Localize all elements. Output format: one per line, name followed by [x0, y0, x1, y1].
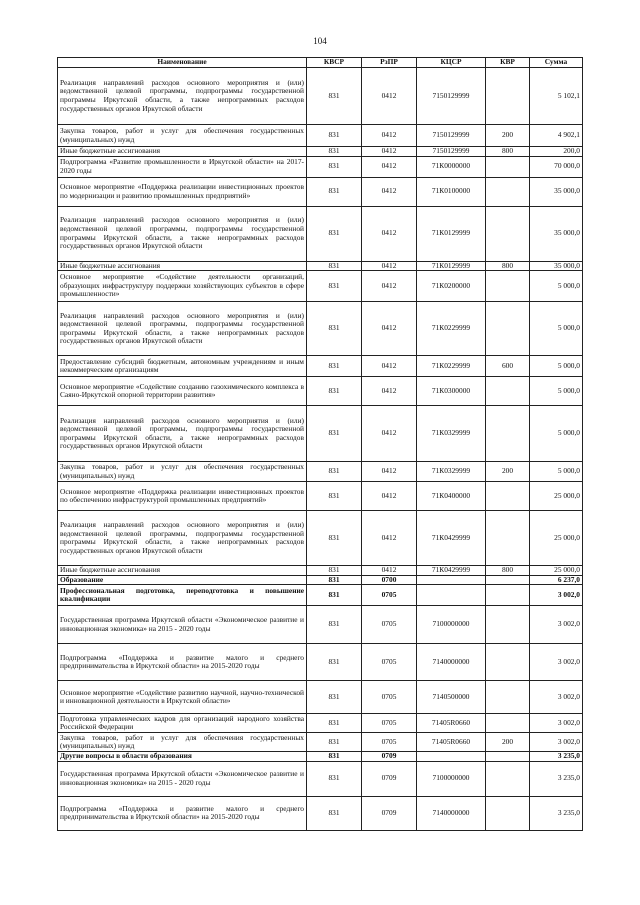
table-row [58, 206, 583, 261]
cell-rzpr: 0412 [362, 206, 417, 261]
cell-kcsr: 71К0429999 [417, 566, 486, 576]
cell-kvsr: 831 [307, 511, 362, 566]
cell-sum: 5 000,0 [530, 406, 583, 462]
cell-kcsr: 71К0300000 [417, 377, 486, 406]
cell-kvr: 800 [486, 566, 530, 576]
cell-rzpr: 0705 [362, 585, 417, 606]
table-row [58, 177, 583, 206]
cell-rzpr: 0412 [362, 482, 417, 511]
cell-sum: 3 002,0 [530, 714, 583, 733]
cell-kcsr: 7150129999 [417, 68, 486, 125]
cell-kcsr: 7140000000 [417, 644, 486, 681]
page-number: 104 [313, 36, 327, 46]
cell-kcsr: 71К0229999 [417, 302, 486, 356]
cell-rzpr: 0412 [362, 125, 417, 147]
cell-name: Предоставление субсидий бюджетным, автономным учреждениям и иным некоммерческим организациям [58, 356, 307, 377]
cell-kcsr: 7100000000 [417, 761, 486, 796]
cell-sum: 4 902,1 [530, 125, 583, 147]
cell-name: Другие вопросы в области образования [58, 752, 307, 762]
table-row [58, 681, 583, 714]
cell-name: Реализация направлений расходов основного мероприятия и (или) ведомственной целевой программы, подпрограммы государственной программы Иркутской области, а также непрограммных расходов государственных органов Иркутской области [58, 406, 307, 462]
cell-kcsr: 71К0200000 [417, 271, 486, 302]
cell-sum: 3 002,0 [530, 681, 583, 714]
cell-rzpr: 0705 [362, 733, 417, 752]
cell-kvsr: 831 [307, 261, 362, 271]
cell-kcsr: 71К0400000 [417, 482, 486, 511]
cell-rzpr: 0709 [362, 796, 417, 830]
cell-kcsr: 7150129999 [417, 147, 486, 157]
cell-kvr [486, 406, 530, 462]
cell-sum: 5 000,0 [530, 377, 583, 406]
cell-name: Подпрограмма «Поддержка и развитие малого и среднего предпринимательства в Иркутской области» на 2015-2020 годы [58, 796, 307, 830]
cell-kcsr: 7140000000 [417, 796, 486, 830]
cell-kcsr [417, 575, 486, 585]
cell-kcsr: 71К0229999 [417, 356, 486, 377]
cell-kvr: 200 [486, 125, 530, 147]
cell-sum: 25 000,0 [530, 511, 583, 566]
table-row [58, 714, 583, 733]
table-row [58, 462, 583, 482]
cell-name: Основное мероприятие «Поддержка реализации инвестиционных проектов по обеспечению инфраструктурой промышленных предприятий» [58, 482, 307, 511]
cell-kvsr: 831 [307, 377, 362, 406]
cell-kvr: 800 [486, 261, 530, 271]
cell-kcsr: 71К0429999 [417, 511, 486, 566]
cell-name: Закупка товаров, работ и услуг для обеспечения государственных (муниципальных) нужд [58, 733, 307, 752]
cell-kvsr: 831 [307, 462, 362, 482]
cell-kvr [486, 377, 530, 406]
cell-name: Профессиональная подготовка, переподготовка и повышение квалификации [58, 585, 307, 606]
cell-name: Основное мероприятие «Содействие деятельности организаций, образующих инфраструктуру поддержки хозяйствующих субъектов в сфере промышленности» [58, 271, 307, 302]
cell-sum: 5 000,0 [530, 271, 583, 302]
cell-kvsr: 831 [307, 606, 362, 644]
cell-name: Государственная программа Иркутской области «Экономическое развитие и инновационная экономика» на 2015 - 2020 годы [58, 606, 307, 644]
cell-sum: 5 102,1 [530, 68, 583, 125]
cell-rzpr: 0709 [362, 752, 417, 762]
cell-sum: 5 000,0 [530, 462, 583, 482]
cell-rzpr: 0412 [362, 511, 417, 566]
table-row [58, 482, 583, 511]
cell-sum: 200,0 [530, 147, 583, 157]
cell-rzpr: 0412 [362, 302, 417, 356]
cell-rzpr: 0700 [362, 575, 417, 585]
cell-kvsr: 831 [307, 406, 362, 462]
cell-name: Образование [58, 575, 307, 585]
cell-rzpr: 0412 [362, 406, 417, 462]
cell-kvr [486, 761, 530, 796]
table-row [58, 606, 583, 644]
header-kvsr: КВСР [307, 58, 362, 68]
table-row [58, 566, 583, 576]
cell-kcsr: 71405R0660 [417, 733, 486, 752]
cell-kvsr: 831 [307, 177, 362, 206]
cell-sum: 25 000,0 [530, 482, 583, 511]
cell-rzpr: 0412 [362, 156, 417, 177]
cell-sum: 3 235,0 [530, 761, 583, 796]
cell-kvsr: 831 [307, 575, 362, 585]
cell-kvsr: 831 [307, 681, 362, 714]
cell-rzpr: 0412 [362, 377, 417, 406]
cell-kvr [486, 206, 530, 261]
cell-sum: 35 000,0 [530, 261, 583, 271]
cell-rzpr: 0705 [362, 681, 417, 714]
cell-kcsr: 71К0129999 [417, 261, 486, 271]
cell-kvsr: 831 [307, 147, 362, 157]
cell-kvsr: 831 [307, 356, 362, 377]
cell-kvr [486, 606, 530, 644]
table-row [58, 261, 583, 271]
header-kvr: КВР [486, 58, 530, 68]
cell-sum: 3 235,0 [530, 752, 583, 762]
cell-kvr [486, 156, 530, 177]
table-row [58, 302, 583, 356]
table-row [58, 761, 583, 796]
cell-kcsr: 71К0129999 [417, 206, 486, 261]
cell-name: Реализация направлений расходов основного мероприятия и (или) ведомственной целевой программы, подпрограммы государственной программы Иркутской области, а также непрограммных расходов государственных органов Иркутской области [58, 68, 307, 125]
cell-name: Основное мероприятие «Поддержка реализации инвестиционных проектов по модернизации и развитию промышленных предприятий» [58, 177, 307, 206]
table-row [58, 406, 583, 462]
cell-kvr: 200 [486, 462, 530, 482]
cell-name: Закупка товаров, работ и услуг для обеспечения государственных (муниципальных) нужд [58, 462, 307, 482]
table-row [58, 68, 583, 125]
cell-kcsr: 7140500000 [417, 681, 486, 714]
cell-kcsr: 7100000000 [417, 606, 486, 644]
cell-name: Реализация направлений расходов основного мероприятия и (или) ведомственной целевой программы, подпрограммы государственной программы Иркутской области, а также непрограммных расходов государственных органов Иркутской области [58, 206, 307, 261]
cell-sum: 5 000,0 [530, 302, 583, 356]
cell-kvsr: 831 [307, 156, 362, 177]
table-header-row [58, 58, 583, 68]
cell-name: Подпрограмма «Поддержка и развитие малого и среднего предпринимательства в Иркутской области» на 2015-2020 годы [58, 644, 307, 681]
cell-kcsr: 71К0000000 [417, 156, 486, 177]
table-row [58, 377, 583, 406]
table-row [58, 271, 583, 302]
cell-kvsr: 831 [307, 206, 362, 261]
cell-kvsr: 831 [307, 302, 362, 356]
cell-kcsr: 71К0329999 [417, 462, 486, 482]
cell-kcsr: 71405R0660 [417, 714, 486, 733]
cell-kvr [486, 177, 530, 206]
cell-kvsr: 831 [307, 566, 362, 576]
cell-kcsr: 71К0100000 [417, 177, 486, 206]
cell-rzpr: 0709 [362, 761, 417, 796]
cell-sum: 3 002,0 [530, 644, 583, 681]
cell-kvr: 800 [486, 147, 530, 157]
cell-kvr [486, 575, 530, 585]
table-row [58, 356, 583, 377]
cell-kvr [486, 271, 530, 302]
cell-kcsr [417, 585, 486, 606]
cell-rzpr: 0412 [362, 261, 417, 271]
cell-kvsr: 831 [307, 714, 362, 733]
table-row [58, 575, 583, 585]
cell-rzpr: 0412 [362, 68, 417, 125]
cell-sum: 3 002,0 [530, 585, 583, 606]
cell-name: Подпрограмма «Развитие промышленности в Иркутской области» на 2017-2020 годы [58, 156, 307, 177]
cell-kvsr: 831 [307, 585, 362, 606]
cell-sum: 3 002,0 [530, 733, 583, 752]
cell-kcsr: 7150129999 [417, 125, 486, 147]
header-kcsr: КЦСР [417, 58, 486, 68]
cell-sum: 35 000,0 [530, 177, 583, 206]
cell-kvsr: 831 [307, 733, 362, 752]
table-body [58, 68, 583, 831]
cell-kvsr: 831 [307, 68, 362, 125]
cell-kvsr: 831 [307, 271, 362, 302]
cell-kvsr: 831 [307, 752, 362, 762]
cell-name: Реализация направлений расходов основного мероприятия и (или) ведомственной целевой программы, подпрограммы государственной программы Иркутской области, а также непрограммных расходов государственных органов Иркутской области [58, 511, 307, 566]
cell-rzpr: 0705 [362, 644, 417, 681]
cell-sum: 3 235,0 [530, 796, 583, 830]
table-row [58, 511, 583, 566]
cell-name: Иные бюджетные ассигнования [58, 566, 307, 576]
cell-rzpr: 0412 [362, 462, 417, 482]
cell-kcsr [417, 752, 486, 762]
header-rzpr: РзПР [362, 58, 417, 68]
cell-kvsr: 831 [307, 482, 362, 511]
cell-name: Государственная программа Иркутской области «Экономическое развитие и инновационная экономика» на 2015 - 2020 годы [58, 761, 307, 796]
cell-name: Иные бюджетные ассигнования [58, 261, 307, 271]
cell-sum: 35 000,0 [530, 206, 583, 261]
cell-name: Закупка товаров, работ и услуг для обеспечения государственных (муниципальных) нужд [58, 125, 307, 147]
cell-name: Основное мероприятие «Содействие созданию газохимического комплекса в Саяно-Иркутской опорной территории развития» [58, 377, 307, 406]
cell-rzpr: 0412 [362, 147, 417, 157]
cell-kvr [486, 796, 530, 830]
cell-kvr [486, 302, 530, 356]
cell-name: Подготовка управленческих кадров для организаций народного хозяйства Российской Федерации [58, 714, 307, 733]
cell-kvr: 200 [486, 733, 530, 752]
cell-rzpr: 0412 [362, 271, 417, 302]
cell-kvr [486, 511, 530, 566]
cell-rzpr: 0412 [362, 177, 417, 206]
cell-kvr [486, 644, 530, 681]
cell-kvsr: 831 [307, 644, 362, 681]
cell-name: Реализация направлений расходов основного мероприятия и (или) ведомственной целевой программы, подпрограммы государственной программы Иркутской области, а также непрограммных расходов государственных органов Иркутской области [58, 302, 307, 356]
budget-table [57, 57, 583, 831]
cell-kvr [486, 68, 530, 125]
cell-rzpr: 0705 [362, 606, 417, 644]
table-row [58, 156, 583, 177]
cell-kcsr: 71К0329999 [417, 406, 486, 462]
table-row [58, 585, 583, 606]
table-row [58, 147, 583, 157]
cell-kvr [486, 681, 530, 714]
cell-sum: 6 237,0 [530, 575, 583, 585]
header-sum: Сумма [530, 58, 583, 68]
header-name: Наименование [58, 58, 307, 68]
table-row [58, 752, 583, 762]
cell-name: Иные бюджетные ассигнования [58, 147, 307, 157]
cell-rzpr: 0412 [362, 566, 417, 576]
cell-kvsr: 831 [307, 796, 362, 830]
cell-kvr [486, 752, 530, 762]
cell-kvr [486, 585, 530, 606]
cell-kvr [486, 714, 530, 733]
cell-kvr: 600 [486, 356, 530, 377]
cell-kvsr: 831 [307, 761, 362, 796]
cell-sum: 70 000,0 [530, 156, 583, 177]
cell-kvr [486, 482, 530, 511]
cell-name: Основное мероприятие «Содействие развитию научной, научно-технической и инновационной деятельности в Иркутской области» [58, 681, 307, 714]
cell-sum: 25 000,0 [530, 566, 583, 576]
cell-rzpr: 0705 [362, 714, 417, 733]
table-row [58, 125, 583, 147]
table-row [58, 733, 583, 752]
cell-sum: 5 000,0 [530, 356, 583, 377]
table-row [58, 796, 583, 830]
cell-kvsr: 831 [307, 125, 362, 147]
cell-rzpr: 0412 [362, 356, 417, 377]
table-row [58, 644, 583, 681]
cell-sum: 3 002,0 [530, 606, 583, 644]
